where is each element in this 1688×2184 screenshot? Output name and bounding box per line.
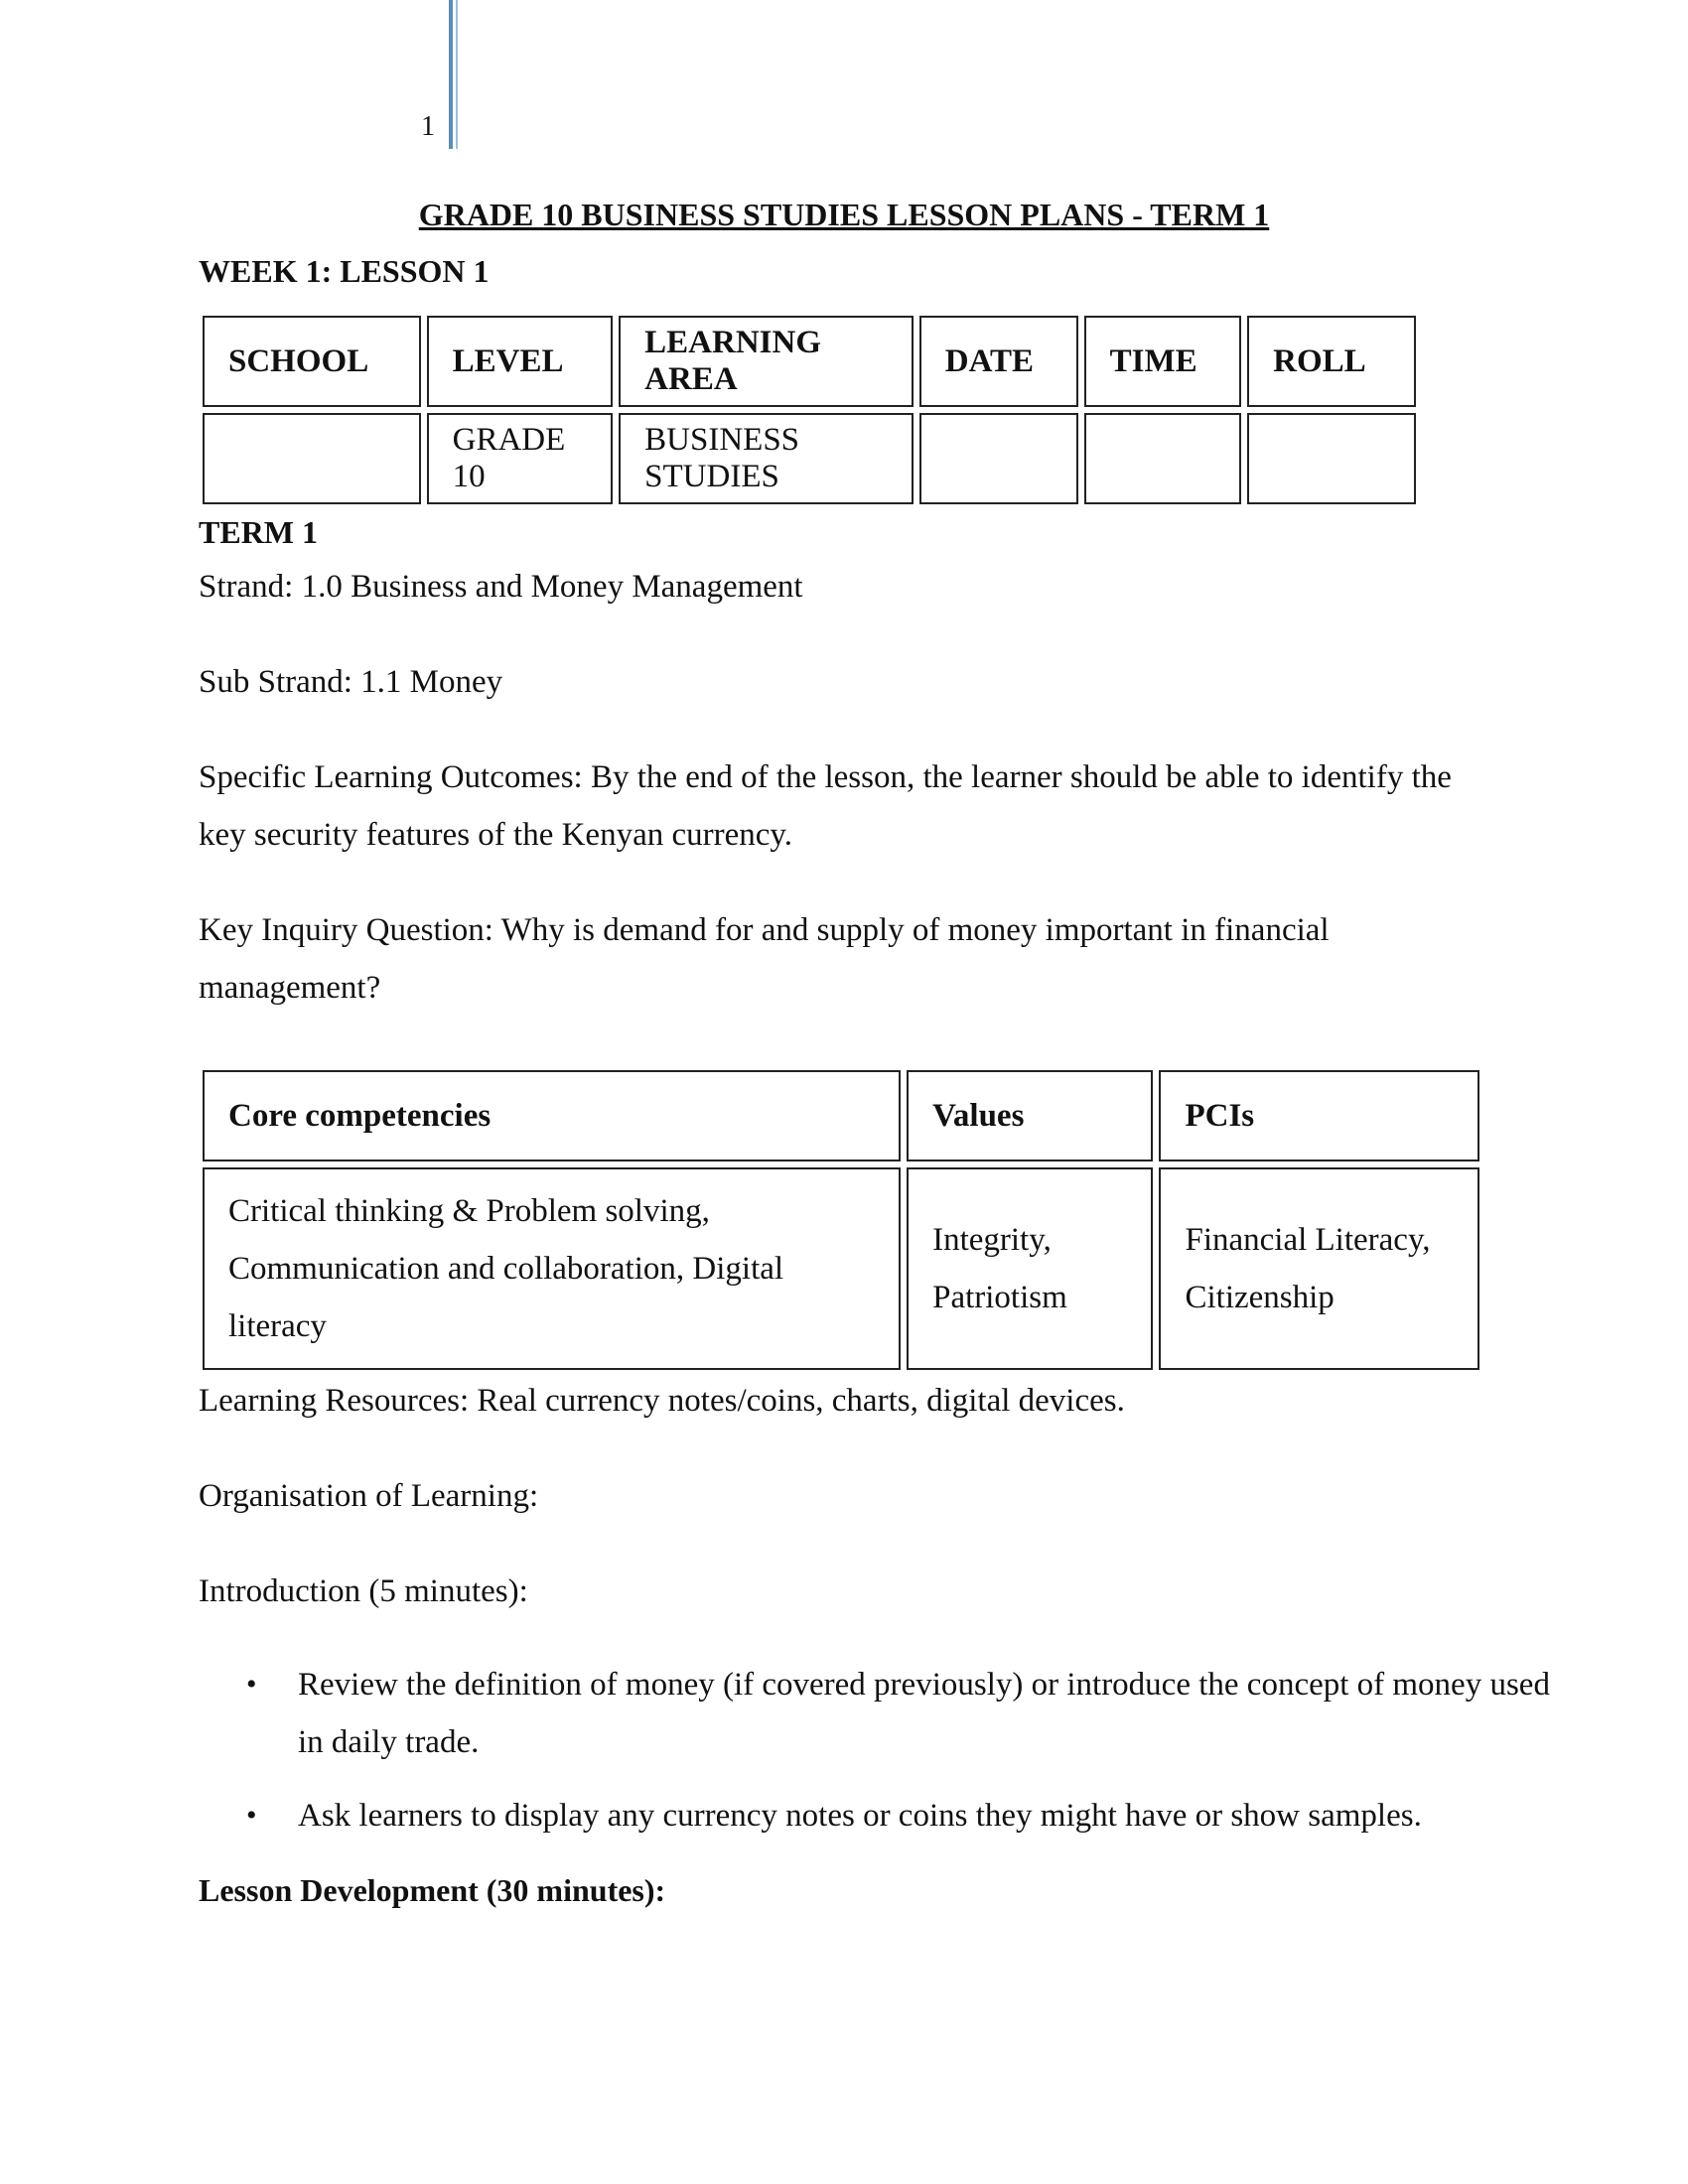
- term-heading: TERM 1: [199, 514, 318, 550]
- learning-outcomes-text: Specific Learning Outcomes: By the end of the lesson, the learner should be able to identify the key security features of the Kenyan currency.: [199, 759, 1452, 853]
- header-date: DATE: [919, 316, 1078, 407]
- learning-resources-text: Learning Resources: Real currency notes/coins, charts, digital devices.: [199, 1383, 1125, 1419]
- table-row: [203, 1167, 1479, 1370]
- header-core-competencies: Core competencies: [203, 1070, 901, 1161]
- margin-rule: [449, 0, 453, 149]
- introduction-heading: Introduction (5 minutes):: [199, 1573, 528, 1609]
- bullet-icon: •: [246, 1668, 257, 1701]
- lesson-development-heading: Lesson Development (30 minutes):: [199, 1872, 666, 1908]
- table-header-row: [203, 316, 1416, 407]
- header-learning-area: LEARNING AREA: [619, 316, 914, 407]
- strand-text: Strand: 1.0 Business and Money Management: [199, 569, 803, 605]
- header-time: TIME: [1084, 316, 1242, 407]
- cell-core-competencies: Critical thinking & Problem solving, Communication and collaboration, Digital literacy: [203, 1167, 901, 1370]
- header-level: LEVEL: [427, 316, 614, 407]
- header-values: Values: [907, 1070, 1153, 1161]
- list-item-text: Ask learners to display any currency notes or coins they might have or show samples.: [298, 1798, 1422, 1834]
- list-item: [246, 1787, 1569, 1844]
- cell-date: [919, 413, 1078, 504]
- week-heading: WEEK 1: LESSON 1: [199, 253, 490, 289]
- inquiry-question-text: Key Inquiry Question: Why is demand for and supply of money important in financial management?: [199, 912, 1330, 1006]
- organisation-text: Organisation of Learning:: [199, 1478, 539, 1514]
- introduction-list: [199, 1656, 1569, 1860]
- sub-strand-text: Sub Strand: 1.1 Money: [199, 664, 503, 700]
- cell-pcis: Financial Literacy, Citizenship: [1159, 1167, 1479, 1370]
- cell-level: GRADE 10: [427, 413, 614, 504]
- bullet-icon: •: [246, 1799, 257, 1832]
- list-item: [246, 1656, 1569, 1771]
- header-pcis: PCIs: [1159, 1070, 1479, 1161]
- cell-time: [1084, 413, 1242, 504]
- lesson-info-table: [197, 310, 1422, 510]
- document-title: GRADE 10 BUSINESS STUDIES LESSON PLANS - TERM 1: [418, 197, 1270, 232]
- competencies-table: [197, 1064, 1485, 1376]
- margin-rule-light: [456, 0, 458, 149]
- page-number: 1: [421, 111, 435, 142]
- cell-roll: [1247, 413, 1416, 504]
- list-item-text: Review the definition of money (if covered previously) or introduce the concept of money used in daily trade.: [298, 1667, 1550, 1760]
- header-school: SCHOOL: [203, 316, 421, 407]
- table-row: [203, 413, 1416, 504]
- header-roll: ROLL: [1247, 316, 1416, 407]
- cell-learning-area: BUSINESS STUDIES: [619, 413, 914, 504]
- cell-school: [203, 413, 421, 504]
- cell-values: Integrity, Patriotism: [907, 1167, 1153, 1370]
- table-header-row: [203, 1070, 1479, 1161]
